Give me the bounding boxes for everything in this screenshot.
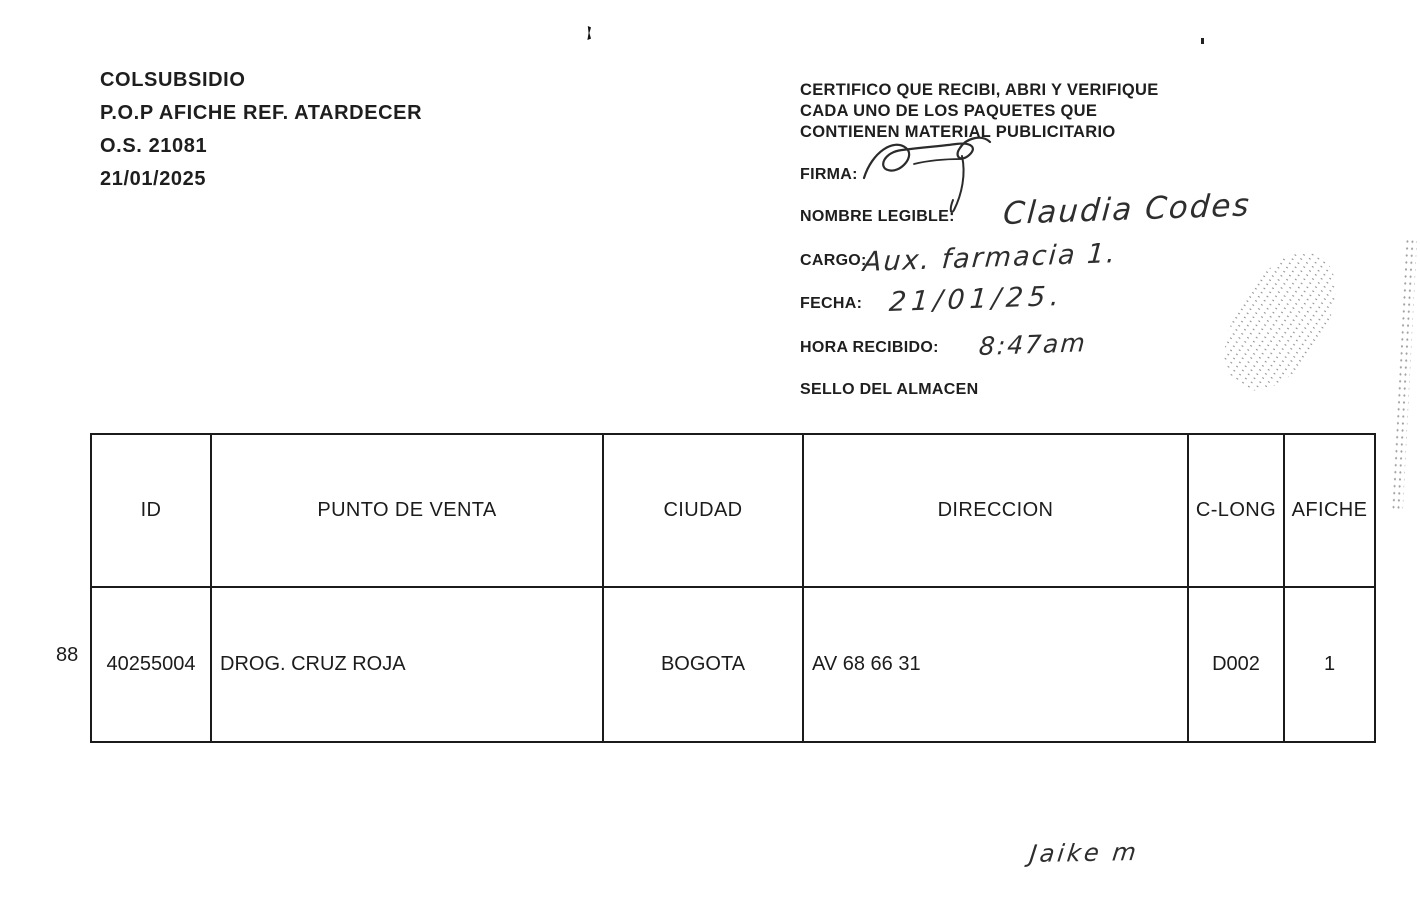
certification-line: CERTIFICO QUE RECIBI, ABRI Y VERIFIQUE <box>800 81 1159 99</box>
table-cell-id: 40255004 <box>106 653 196 675</box>
field-value-hora-recibido: 8:47am <box>978 328 1088 361</box>
table-cell-punto-de-venta: DROG. CRUZ ROJA <box>210 588 602 741</box>
table-header-c-long: C-LONG <box>1187 435 1283 588</box>
field-label-cargo: CARGO: <box>800 252 867 269</box>
delivery-note-handwriting: Jaike m <box>1028 838 1141 868</box>
table-cell-c-long: D002 <box>1187 588 1283 741</box>
table-cell-afiche: 1 <box>1283 588 1374 741</box>
certification-line: CADA UNO DE LOS PAQUETES QUE <box>800 102 1098 120</box>
table-header-punto-de-venta: PUNTO DE VENTA <box>210 435 602 588</box>
field-value-cargo: Aux. farmacia 1. <box>862 238 1118 278</box>
field-label-nombre-legible: NOMBRE LEGIBLE: <box>800 208 955 225</box>
distribution-table <box>90 433 1376 743</box>
order-number: O.S. 21081 <box>100 135 208 157</box>
row-number-label: 88 <box>56 644 79 666</box>
document-header <box>100 64 422 196</box>
order-date: 21/01/2025 <box>100 168 207 190</box>
table-header-ciudad: CIUDAD <box>602 435 802 588</box>
table-header-direccion: DIRECCION <box>802 435 1187 588</box>
field-label-hora-recibido: HORA RECIBIDO: <box>800 339 939 356</box>
stamp-smudge <box>1203 235 1359 409</box>
scan-speck <box>1201 38 1204 44</box>
table-cell-ciudad: BOGOTA <box>602 588 802 741</box>
field-value-fecha: 21/01/25. <box>888 280 1065 318</box>
field-label-fecha: FECHA: <box>800 295 863 312</box>
field-label-firma: FIRMA: <box>800 166 858 183</box>
campaign-reference: P.O.P AFICHE REF. ATARDECER <box>100 102 423 124</box>
field-value-nombre-legible: Claudia Codes <box>1002 187 1252 232</box>
field-label-sello-almacen: SELLO DEL ALMACEN <box>800 381 979 398</box>
table-header-id: ID <box>92 435 210 588</box>
certification-line: CONTIENEN MATERIAL PUBLICITARIO <box>800 123 1116 141</box>
scan-edge-artifact <box>1391 238 1417 510</box>
company-name: COLSUBSIDIO <box>100 69 246 91</box>
table-header-afiche: AFICHE <box>1283 435 1374 588</box>
scan-speck <box>587 26 591 40</box>
table-cell-direccion: AV 68 66 31 <box>802 588 1187 741</box>
